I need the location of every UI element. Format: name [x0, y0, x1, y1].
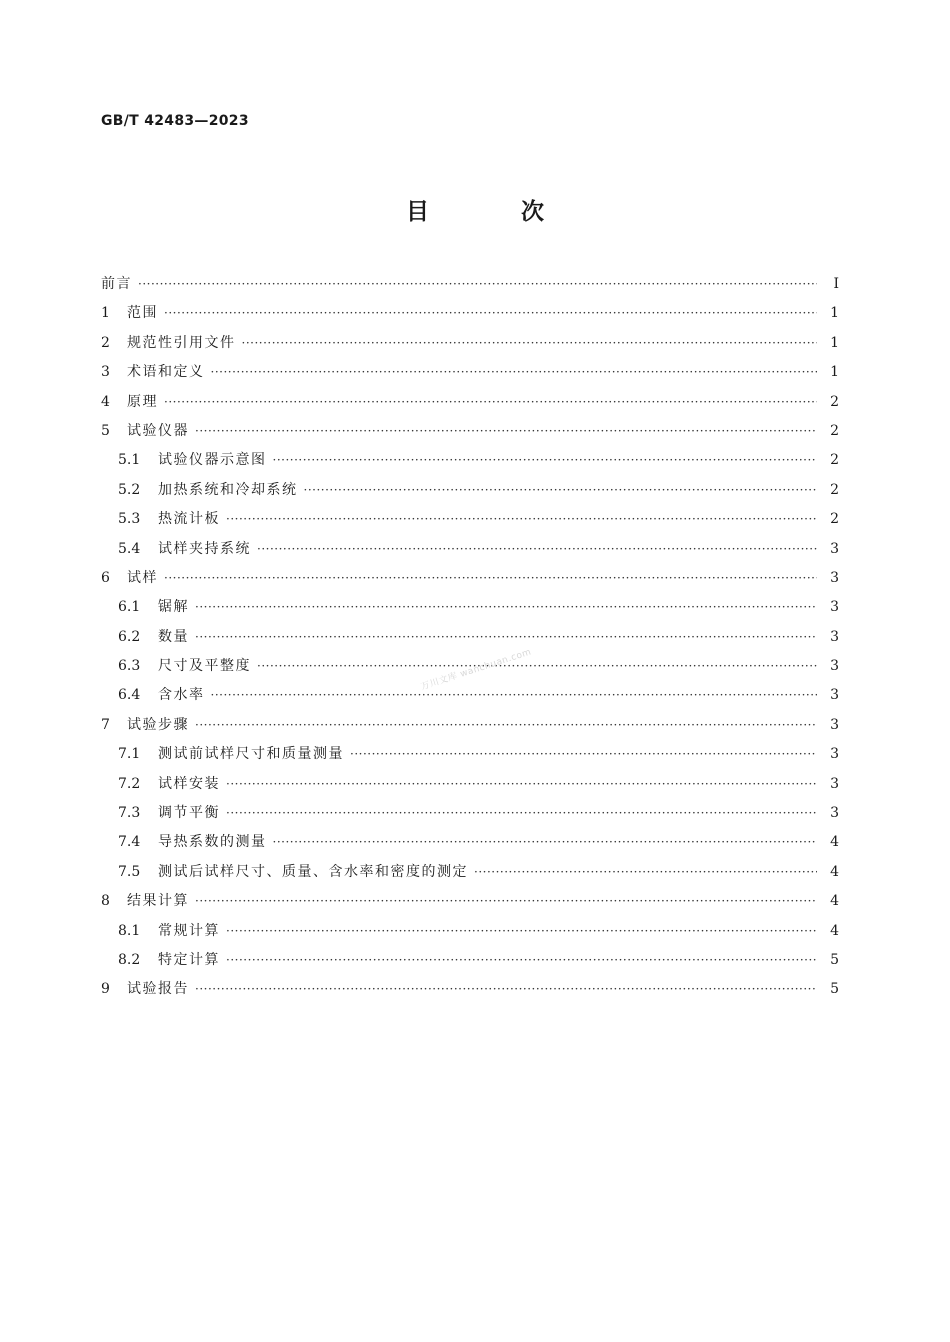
- toc-entry-page: 3: [830, 716, 839, 733]
- toc-entry-page: 2: [830, 422, 839, 439]
- toc-entry[interactable]: [101, 623, 839, 652]
- toc-title: 目 次: [405, 199, 586, 225]
- toc-entry-number: 7.5: [118, 863, 141, 880]
- toc-entry[interactable]: [101, 770, 839, 799]
- toc-entry-page: 3: [830, 805, 839, 822]
- toc-entry-label: 试验仪器: [127, 422, 189, 439]
- toc-entry-page: 3: [830, 658, 839, 675]
- toc-entry-label: 锯解: [158, 599, 189, 616]
- toc-entry-page: 1: [830, 305, 839, 322]
- toc-entry-label: 原理: [127, 393, 158, 410]
- table-of-contents: [101, 270, 839, 1005]
- toc-entry-page: 2: [830, 481, 839, 498]
- toc-entry-number: 1: [101, 305, 110, 322]
- standard-code: GB/T 42483—2023: [101, 113, 249, 129]
- toc-entry-label: 试样安装: [158, 775, 220, 792]
- toc-entry-number: 6.3: [118, 658, 141, 675]
- toc-entry-label: 数量: [158, 628, 189, 645]
- toc-entry-page: 2: [830, 452, 839, 469]
- toc-entry-page: 3: [830, 599, 839, 616]
- toc-entry-label: 试验步骤: [127, 716, 189, 733]
- toc-entry[interactable]: [101, 946, 839, 975]
- toc-entry-page: 3: [830, 687, 839, 704]
- toc-entry-label: 试样夹持系统: [158, 540, 251, 557]
- toc-entry-number: 7: [101, 716, 110, 733]
- toc-leader-dots: [304, 476, 818, 505]
- toc-leader-dots: [164, 388, 817, 417]
- toc-entry-page: 3: [830, 775, 839, 792]
- toc-entry-number: 6.1: [118, 599, 141, 616]
- toc-leader-dots: [226, 505, 817, 534]
- toc-entry[interactable]: [101, 358, 839, 387]
- toc-entry-label: 测试前试样尺寸和质量测量: [158, 746, 344, 763]
- toc-entry-label: 含水率: [158, 687, 205, 704]
- toc-leader-dots: [226, 946, 817, 975]
- toc-entry-label: 常规计算: [158, 922, 220, 939]
- toc-leader-dots: [211, 358, 818, 387]
- toc-entry[interactable]: [101, 329, 839, 358]
- toc-entry-page: 2: [830, 393, 839, 410]
- toc-leader-dots: [350, 740, 817, 769]
- toc-leader-dots: [257, 535, 817, 564]
- toc-leader-dots: [164, 299, 817, 328]
- toc-entry-number: 8.1: [118, 922, 141, 939]
- toc-entry[interactable]: [101, 505, 839, 534]
- toc-leader-dots: [164, 564, 817, 593]
- toc-entry-page: 4: [830, 834, 839, 851]
- toc-entry-number: 7.4: [118, 834, 141, 851]
- toc-entry-number: 5: [101, 422, 110, 439]
- toc-leader-dots: [195, 711, 817, 740]
- toc-entry-page: 4: [830, 922, 839, 939]
- toc-entry-label: 规范性引用文件: [127, 334, 236, 351]
- toc-entry[interactable]: [101, 799, 839, 828]
- toc-entry[interactable]: [101, 858, 839, 887]
- toc-entry-number: 7.3: [118, 805, 141, 822]
- toc-leader-dots: [474, 858, 817, 887]
- toc-entry-page: Ⅰ: [833, 276, 839, 292]
- toc-entry[interactable]: [101, 681, 839, 710]
- toc-entry-page: 2: [830, 511, 839, 528]
- toc-entry-page: 5: [830, 951, 839, 968]
- toc-entry-page: 4: [830, 893, 839, 910]
- toc-entry[interactable]: [101, 711, 839, 740]
- toc-entry-number: 3: [101, 364, 110, 381]
- toc-entry[interactable]: [101, 564, 839, 593]
- toc-leader-dots: [195, 623, 817, 652]
- toc-entry-number: 8: [101, 893, 110, 910]
- toc-entry[interactable]: [101, 535, 839, 564]
- toc-entry-number: 6: [101, 569, 110, 586]
- toc-leader-dots: [226, 770, 817, 799]
- toc-entry-number: 7.1: [118, 746, 141, 763]
- toc-entry-label: 尺寸及平整度: [158, 658, 251, 675]
- toc-entry-number: 5.3: [118, 511, 141, 528]
- toc-entry[interactable]: [101, 887, 839, 916]
- toc-entry-page: 3: [830, 746, 839, 763]
- toc-entry-number: 6.2: [118, 628, 141, 645]
- toc-entry-label: 前言: [101, 276, 132, 292]
- toc-leader-dots: [211, 681, 818, 710]
- toc-entry-number: 5.2: [118, 481, 141, 498]
- toc-entry[interactable]: [101, 476, 839, 505]
- watermark: 万川文库 wanchuan.com: [419, 647, 533, 693]
- toc-entry[interactable]: [101, 917, 839, 946]
- toc-leader-dots: [226, 799, 817, 828]
- toc-entry-label: 试验仪器示意图: [158, 452, 267, 469]
- toc-leader-dots: [226, 917, 817, 946]
- toc-entry-page: 4: [830, 863, 839, 880]
- toc-leader-dots: [195, 417, 817, 446]
- toc-entry[interactable]: [101, 299, 839, 328]
- toc-entry-label: 加热系统和冷却系统: [158, 481, 298, 498]
- toc-entry-number: 5.4: [118, 540, 141, 557]
- toc-entry-label: 热流计板: [158, 511, 220, 528]
- toc-entry-number: 7.2: [118, 775, 141, 792]
- toc-entry-label: 特定计算: [158, 951, 220, 968]
- toc-leader-dots: [195, 593, 817, 622]
- toc-entry[interactable]: [101, 593, 839, 622]
- toc-entry[interactable]: [101, 975, 839, 1004]
- toc-entry-number: 2: [101, 334, 110, 351]
- toc-leader-dots: [273, 446, 818, 475]
- toc-entry-number: 6.4: [118, 687, 141, 704]
- toc-entry-label: 术语和定义: [127, 364, 205, 381]
- toc-entry-label: 调节平衡: [158, 805, 220, 822]
- toc-entry-number: 9: [101, 981, 110, 998]
- toc-entry-page: 3: [830, 540, 839, 557]
- toc-leader-dots: [138, 270, 817, 299]
- toc-entry-label: 试样: [127, 569, 158, 586]
- toc-leader-dots: [195, 887, 817, 916]
- toc-entry-label: 测试后试样尺寸、质量、含水率和密度的测定: [158, 863, 468, 880]
- toc-entry-label: 导热系数的测量: [158, 834, 267, 851]
- toc-entry[interactable]: [101, 446, 839, 475]
- toc-leader-dots: [273, 828, 818, 857]
- toc-leader-dots: [242, 329, 818, 358]
- toc-entry[interactable]: [101, 740, 839, 769]
- toc-entry[interactable]: [101, 828, 839, 857]
- toc-entry-number: 4: [101, 393, 110, 410]
- toc-entry[interactable]: [101, 417, 839, 446]
- toc-entry-page: 5: [830, 981, 839, 998]
- toc-entry[interactable]: [101, 388, 839, 417]
- toc-entry-label: 结果计算: [127, 893, 189, 910]
- toc-entry-page: 1: [830, 364, 839, 381]
- toc-entry-page: 3: [830, 569, 839, 586]
- toc-leader-dots: [195, 975, 817, 1004]
- toc-entry-page: 1: [830, 334, 839, 351]
- toc-leader-dots: [257, 652, 817, 681]
- toc-entry[interactable]: [101, 270, 839, 299]
- toc-entry-number: 5.1: [118, 452, 141, 469]
- toc-entry-label: 范围: [127, 305, 158, 322]
- toc-entry-number: 8.2: [118, 951, 141, 968]
- toc-entry-label: 试验报告: [127, 981, 189, 998]
- toc-entry-page: 3: [830, 628, 839, 645]
